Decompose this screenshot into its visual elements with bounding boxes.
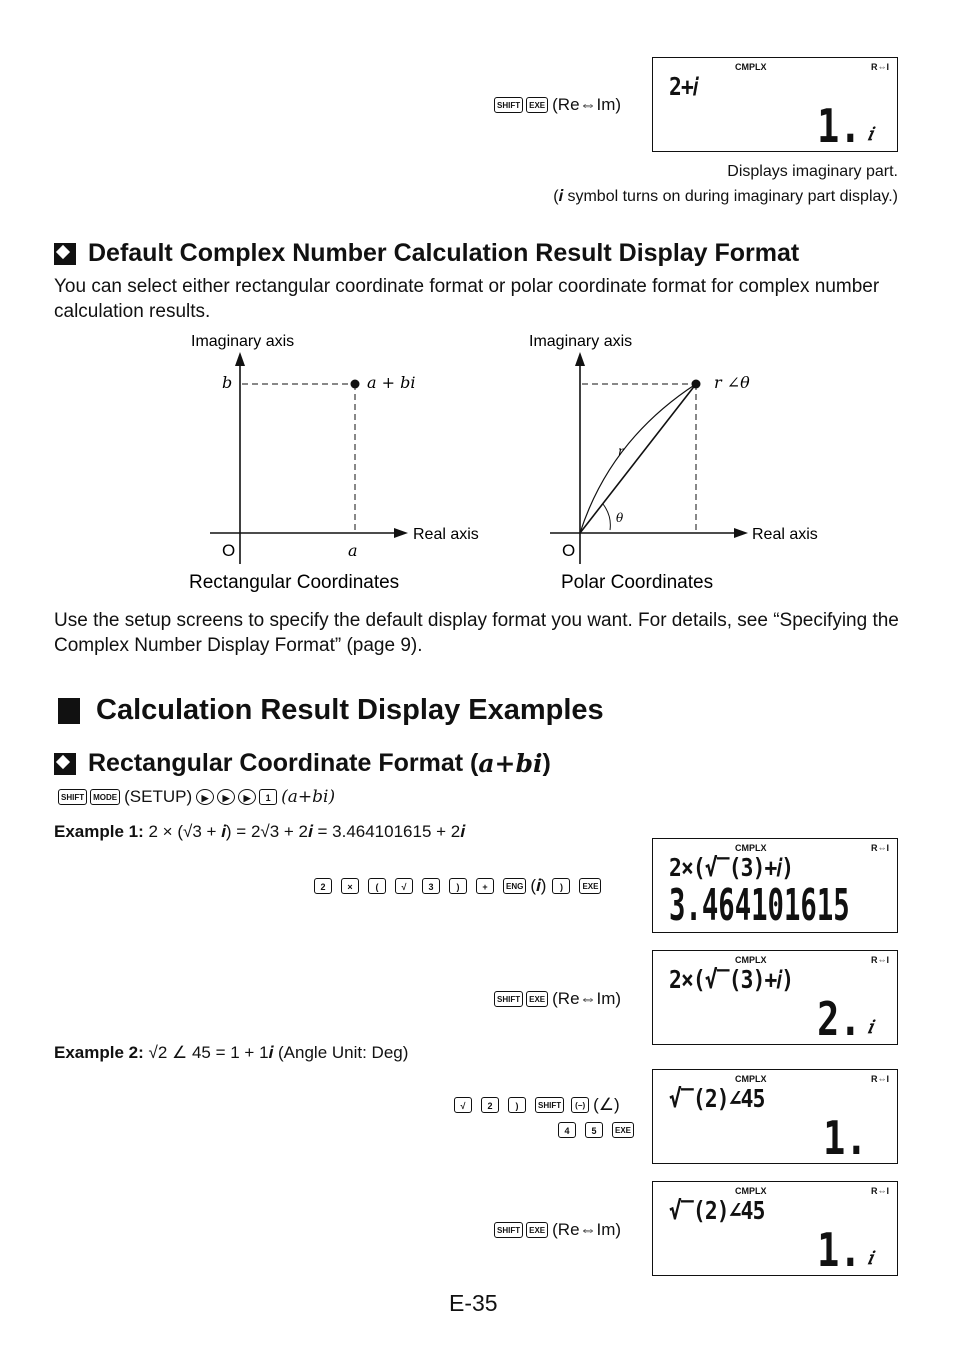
screen-expression: 2×(√‾(3)+𝑖) <box>669 853 794 882</box>
setup-label: (SETUP) <box>124 787 193 806</box>
ri-indicator: R⇔I <box>871 1074 889 1084</box>
three-key[interactable]: 3 <box>422 878 440 894</box>
exe-key[interactable]: EXE <box>579 878 601 894</box>
screen-result: 3.464101615 <box>669 880 850 931</box>
ri-indicator: R⇔I <box>871 62 889 72</box>
section-heading-examples: Calculation Result Display Examples <box>58 694 604 727</box>
example-2: Example 2: √2 ∠ 45 = 1 + 1𝒊 (Angle Unit: Deg) <box>54 1043 409 1062</box>
key-sequence-reim-top <box>494 95 621 115</box>
imag-suffix: 𝑖 <box>867 1248 873 1269</box>
one-key[interactable]: 1 <box>259 789 277 805</box>
shift-key[interactable]: SHIFT <box>494 1222 523 1238</box>
polar-imag-axis-label: Imaginary axis <box>529 333 633 350</box>
rect-point-label: a + bi <box>367 373 416 392</box>
key-sequence-reim-ex1 <box>494 989 621 1009</box>
key-sequence-reim-ex2 <box>494 1220 621 1240</box>
reim-label: (Re⇔Im) <box>552 95 622 114</box>
diamond-bullet-icon <box>54 243 76 265</box>
rectangular-diagram <box>189 333 479 593</box>
right-arrow-key[interactable]: ▶ <box>238 789 256 805</box>
ri-indicator: R⇔I <box>871 843 889 853</box>
polar-diagram <box>529 333 818 593</box>
rect-origin-label: O <box>222 541 236 560</box>
key-sequence-example-2b <box>558 1122 637 1138</box>
exe-key[interactable]: EXE <box>526 97 548 113</box>
square-bullet-icon <box>58 698 80 724</box>
two-key[interactable]: 2 <box>314 878 332 894</box>
imag-note-1: Displays imaginary part. <box>727 163 898 180</box>
right-arrow-key[interactable]: ▶ <box>196 789 214 805</box>
polar-caption: Polar Coordinates <box>561 572 714 593</box>
right-paren-key[interactable]: ) <box>449 878 467 894</box>
screen-result: 1. <box>816 99 861 153</box>
cmplx-indicator: CMPLX <box>735 843 767 853</box>
rect-caption: Rectangular Coordinates <box>189 572 400 593</box>
key-sequence-example-2a <box>454 1095 620 1115</box>
shift-key[interactable]: SHIFT <box>58 789 87 805</box>
eng-key[interactable]: ENG <box>503 878 526 894</box>
exe-key[interactable]: EXE <box>526 1222 548 1238</box>
five-key[interactable]: 5 <box>585 1122 603 1138</box>
polar-real-axis-label: Real axis <box>752 526 818 543</box>
exe-key[interactable]: EXE <box>612 1122 634 1138</box>
rect-imag-axis-label: Imaginary axis <box>191 333 295 350</box>
key-sequence-example-1 <box>314 876 604 896</box>
ri-indicator: R⇔I <box>871 1186 889 1196</box>
right-paren-key[interactable]: ) <box>552 878 570 894</box>
shift-key[interactable]: SHIFT <box>535 1097 564 1113</box>
abi-label: (a+bi) <box>281 787 336 807</box>
exe-key[interactable]: EXE <box>526 991 548 1007</box>
negative-key[interactable]: (−) <box>571 1097 589 1113</box>
shift-key[interactable]: SHIFT <box>494 97 523 113</box>
screen-expression: 2×(√‾(3)+𝑖) <box>669 965 794 994</box>
polar-point-label: r ∠θ <box>714 373 750 392</box>
calculator-screen-ex1-imag <box>652 950 898 1045</box>
imag-suffix: 𝑖 <box>867 1017 873 1038</box>
polar-origin-label: O <box>562 541 576 560</box>
calculator-screen-ex2-imag <box>652 1181 898 1276</box>
calculator-screen-ex2-real <box>652 1069 898 1164</box>
rect-real-axis-label: Real axis <box>413 526 479 543</box>
right-paren-key[interactable]: ) <box>508 1097 526 1113</box>
reim-label: (Re⇔Im) <box>552 1220 622 1239</box>
page-number: E-35 <box>449 1290 498 1316</box>
sqrt-key[interactable]: √ <box>454 1097 472 1113</box>
left-paren-key[interactable]: ( <box>368 878 386 894</box>
calculator-screen-top <box>652 57 898 152</box>
cmplx-indicator: CMPLX <box>735 1186 767 1196</box>
screen-expression: √‾(2)∠45 <box>669 1196 765 1225</box>
key-sequence-setup <box>58 787 335 807</box>
mode-key[interactable]: MODE <box>90 789 120 805</box>
four-key[interactable]: 4 <box>558 1122 576 1138</box>
screen-result: 1. <box>816 1223 861 1277</box>
two-key[interactable]: 2 <box>481 1097 499 1113</box>
calculator-screen-ex1-real <box>652 838 898 933</box>
ri-indicator: R⇔I <box>871 955 889 965</box>
polar-r-label: r <box>618 444 624 458</box>
sqrt-key[interactable]: √ <box>395 878 413 894</box>
imag-note-2: (𝒊 symbol turns on during imaginary part display.) <box>553 188 898 205</box>
polar-theta-label: θ <box>616 511 624 525</box>
i-label: (𝒊) <box>530 876 547 895</box>
plus-key[interactable]: + <box>476 878 494 894</box>
screen-result: 1. <box>822 1111 867 1165</box>
screen-expression: 2+𝑖 <box>669 72 698 101</box>
imag-suffix: 𝑖 <box>867 124 873 145</box>
reim-label: (Re⇔Im) <box>552 989 622 1008</box>
multiply-key[interactable]: × <box>341 878 359 894</box>
diamond-bullet-icon <box>54 753 76 775</box>
cmplx-indicator: CMPLX <box>735 955 767 965</box>
angle-label: (∠) <box>593 1095 620 1114</box>
cmplx-indicator: CMPLX <box>735 1074 767 1084</box>
screen-expression: √‾(2)∠45 <box>669 1084 765 1113</box>
screen-result: 2. <box>816 992 861 1046</box>
cmplx-indicator: CMPLX <box>735 62 767 72</box>
shift-key[interactable]: SHIFT <box>494 991 523 1007</box>
coordinate-diagrams <box>180 330 880 600</box>
setup-paragraph: Use the setup screens to specify the default display format you want. For details, see “Specifying the Complex Number Display Format” (page 9). <box>54 610 899 656</box>
rect-b-label: b <box>222 373 233 392</box>
section-heading-default-format: Default Complex Number Calculation Result Display Format <box>54 239 799 268</box>
right-arrow-key[interactable]: ▶ <box>217 789 235 805</box>
default-format-paragraph: You can select either rectangular coordinate format or polar coordinate format for complex number calculation results. <box>54 276 880 322</box>
section-heading-rectangular: Rectangular Coordinate Format ( a+bi ) <box>54 749 551 778</box>
example-1: Example 1: 2 × (√3 + 𝒊) = 2√3 + 2𝒊 = 3.464101615 + 2𝒊 <box>54 822 466 841</box>
rect-a-label: a <box>348 541 358 560</box>
